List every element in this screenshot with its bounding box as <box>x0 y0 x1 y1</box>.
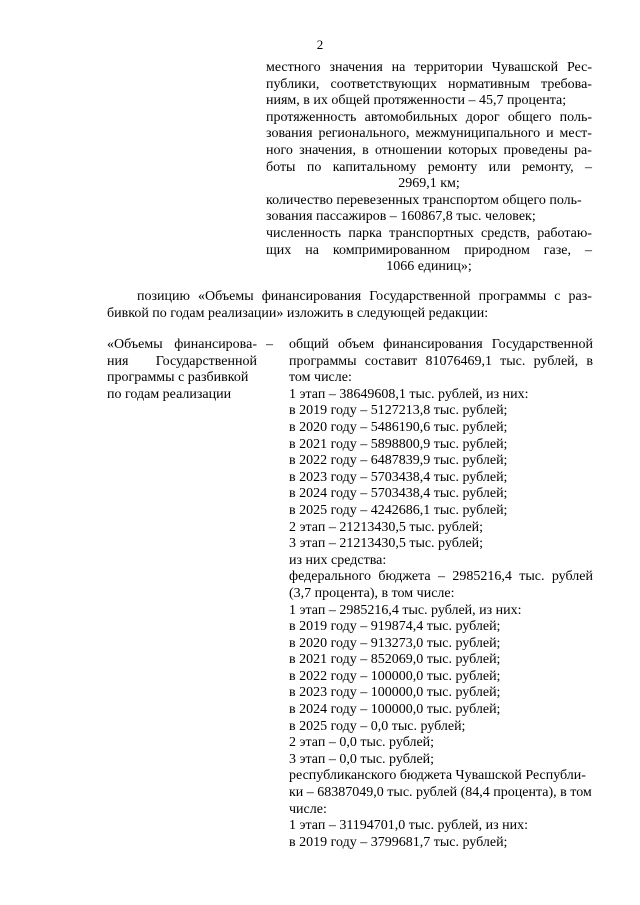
text-line <box>266 77 592 94</box>
word: тыс. <box>519 569 545 585</box>
word: публики, <box>266 76 320 92</box>
word: позицию <box>137 289 190 304</box>
word: рублей, <box>533 353 579 369</box>
text-line: ки – 68387049,0 тыс. рублей (84,4 процента), в том <box>289 785 592 801</box>
text-line: в 2024 году – 5703438,4 тыс. рублей; <box>289 486 508 502</box>
text-line <box>266 160 592 177</box>
text-line: в 2024 году – 100000,0 тыс. рублей; <box>289 702 501 718</box>
word: составит <box>364 353 418 369</box>
word: межмуниципального <box>415 126 541 142</box>
word: проведены <box>503 142 568 158</box>
word: отношении <box>374 142 442 158</box>
word: финансирова- <box>174 337 257 352</box>
word: боты <box>266 159 296 175</box>
text-line: (3,7 процента), в том числе: <box>289 585 455 601</box>
text-line <box>289 569 593 586</box>
word: с <box>554 289 561 304</box>
page-number: 2 <box>316 37 324 52</box>
word: и <box>546 126 554 142</box>
text-line <box>266 243 592 260</box>
word: финансирования <box>383 337 483 352</box>
word: газе, <box>543 242 571 258</box>
word: в <box>586 353 593 369</box>
text-line: в 2019 году – 3799681,7 тыс. рублей; <box>289 834 508 850</box>
word: тыс. <box>500 353 526 369</box>
word: местного <box>266 60 321 75</box>
word: компримированном <box>332 242 451 258</box>
word: Чувашской <box>491 60 559 75</box>
word: ра- <box>574 142 592 158</box>
word: протяженность <box>266 109 357 125</box>
word: на <box>305 242 319 258</box>
text-line: программы с разбивкой <box>107 370 249 386</box>
text-line: в 2019 году – 5127213,8 тыс. рублей; <box>289 403 508 419</box>
indicators-continuation <box>266 60 592 276</box>
word: автомобильных <box>364 109 458 125</box>
word: поль- <box>559 109 592 125</box>
word: программы <box>478 289 547 304</box>
word: территории <box>414 60 483 75</box>
word: ремонту <box>427 159 478 175</box>
text-line: ниям, в их общей протяженности – 45,7 процента; <box>266 93 567 109</box>
word: – <box>585 159 592 175</box>
text-line: 3 этап – 21213430,5 тыс. рублей; <box>289 536 484 552</box>
word: федерального <box>289 569 372 585</box>
word: транспортных <box>389 225 474 241</box>
word: по <box>306 159 322 175</box>
text-line: в 2021 году – 852069,0 тыс. рублей; <box>289 652 501 668</box>
text-line: 1 этап – 38649608,1 тыс. рублей, из них: <box>289 386 529 402</box>
word: – <box>584 242 592 258</box>
word: общего <box>507 109 552 125</box>
text-line: республиканского бюджета Чувашской Республи- <box>289 768 586 784</box>
text-line: в 2025 году – 0,0 тыс. рублей; <box>289 718 466 734</box>
word: в <box>362 142 369 158</box>
text-line <box>107 354 257 371</box>
text-line <box>289 354 593 371</box>
word: «Объемы <box>107 337 163 352</box>
text-line: 2969,1 км; <box>398 176 460 192</box>
word: средств, <box>481 225 530 241</box>
funding-position-label <box>107 337 257 403</box>
word: «Объемы <box>198 289 254 304</box>
word: работаю- <box>537 225 592 241</box>
text-line <box>107 337 257 354</box>
text-line: в 2021 году – 5898800,9 тыс. рублей; <box>289 436 508 452</box>
word: нормативным <box>448 76 530 92</box>
text-line: в 2023 году – 100000,0 тыс. рублей; <box>289 685 501 701</box>
text-line: в 2023 году – 5703438,4 тыс. рублей; <box>289 469 508 485</box>
word: природном <box>464 242 530 258</box>
text-line: в 2022 году – 100000,0 тыс. рублей; <box>289 668 501 684</box>
text-line <box>266 126 592 143</box>
word: 2985216,4 <box>452 569 512 585</box>
word: Государственной <box>155 353 257 369</box>
text-line: в 2019 году – 919874,4 тыс. рублей; <box>289 619 501 635</box>
word: раз- <box>568 289 592 304</box>
word: значения, <box>299 142 356 158</box>
text-line: 1066 единиц»; <box>386 259 472 275</box>
word: зования <box>266 126 313 142</box>
word: бюджета <box>378 569 431 585</box>
text-line: бивкой по годам реализации» изложить в следующей редакции: <box>107 306 489 321</box>
text-line: 2 этап – 0,0 тыс. рублей; <box>289 735 435 751</box>
word: Рес- <box>566 60 592 75</box>
word: Государственной <box>369 289 471 304</box>
word: ремонту, <box>522 159 574 175</box>
text-line: 1 этап – 31194701,0 тыс. рублей, из них: <box>289 818 529 834</box>
word: которых <box>448 142 498 158</box>
word: капитальному <box>332 159 417 175</box>
text-line: в 2022 году – 6487839,9 тыс. рублей; <box>289 453 508 469</box>
word: требова- <box>541 76 592 92</box>
word: – <box>437 569 445 585</box>
word: дорог <box>465 109 500 125</box>
amendment-intro-paragraph <box>107 288 592 322</box>
word: финансирования <box>261 289 362 304</box>
word: Государственной <box>491 337 593 352</box>
text-line: 3 этап – 0,0 тыс. рублей; <box>289 751 435 767</box>
text-line <box>266 60 592 77</box>
text-line: количество перевезенных транспортом общего поль- <box>266 192 582 208</box>
word: мест- <box>559 126 592 142</box>
text-line <box>266 226 592 243</box>
text-line: в 2020 году – 5486190,6 тыс. рублей; <box>289 419 508 435</box>
text-line: 2 этап – 21213430,5 тыс. рублей; <box>289 519 484 535</box>
label-dash: – <box>266 337 273 352</box>
word: щих <box>266 242 292 258</box>
word: значения <box>329 60 383 75</box>
text-line: числе: <box>289 801 327 817</box>
text-line: в 2020 году – 913273,0 тыс. рублей; <box>289 635 501 651</box>
text-line <box>266 143 592 160</box>
text-line <box>107 288 592 305</box>
text-line <box>289 337 593 354</box>
word: численность <box>266 225 341 241</box>
word: на <box>391 60 406 75</box>
text-line: в 2025 году – 4242686,1 тыс. рублей; <box>289 502 508 518</box>
text-line: по годам реализации <box>107 386 232 402</box>
text-line: зования пассажиров – 160867,8 тыс. человек; <box>266 209 536 225</box>
text-line: из них средства: <box>289 552 387 568</box>
word: регионального, <box>318 126 410 142</box>
word: ния <box>107 353 129 369</box>
funding-volumes-text <box>289 337 593 851</box>
word: объем <box>337 337 375 352</box>
word: ного <box>266 142 293 158</box>
word: или <box>488 159 511 175</box>
text-line: том числе: <box>289 370 352 386</box>
word: соответствующих <box>330 76 437 92</box>
word: программы <box>289 353 357 369</box>
word: 81076469,1 <box>425 353 492 369</box>
word: общий <box>289 337 329 352</box>
word: рублей <box>551 569 593 585</box>
word: парка <box>348 225 382 241</box>
text-line: 1 этап – 2985216,4 тыс. рублей, из них: <box>289 602 522 618</box>
text-line <box>266 110 592 127</box>
